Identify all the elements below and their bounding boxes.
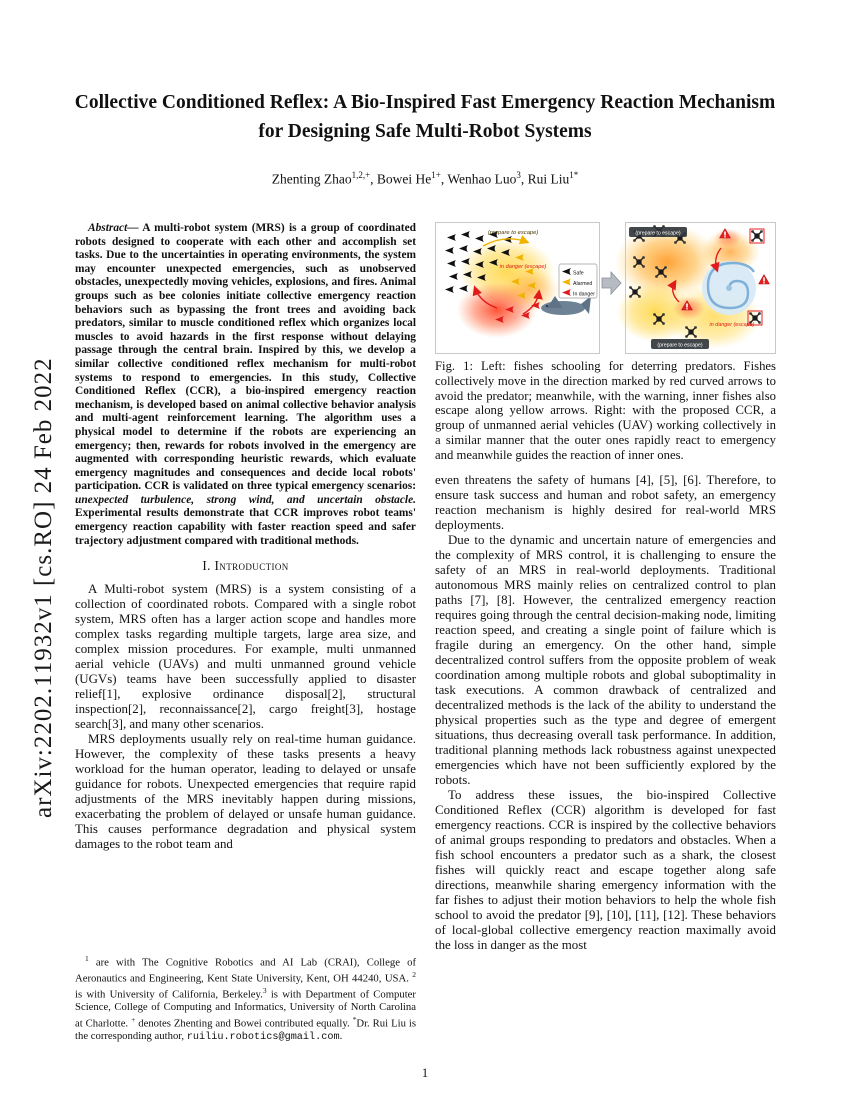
arxiv-watermark: arXiv:2202.11932v1 [cs.RO] 24 Feb 2022: [30, 357, 57, 818]
right-prepare-badge-bottom: [651, 339, 709, 349]
author-name: , Wenhao Luo: [440, 171, 517, 187]
abstract-scenarios: unexpected turbulence, strong wind, and uncertain obstacle.: [75, 493, 416, 506]
intro-paragraph-4: Due to the dynamic and uncertain nature of emergencies and the complexity of MRS control, it is challenging to ensure the safety of an MRS in real-world deployments. Traditional autonomous MRS mainly relies on centralized control to plan paths [7], [8]. However, the centralized emergency reaction requires going through the central decision-making node, limiting reaction speed, and creating a single point of failure which is fragile during an emergency. On the other hand, simple decentralized control suffers from the opposite problem of weak coordination among multiple robots and global suboptimality in task executions. A common drawback of centralized and decentralized methods is the lack of the ability to understand the physical properties such as the type and degree of emergent situations, thus decreasing overall task performance. In addition, traditional planning methods lack robustness against unexpected emergencies which have not been sufficiently explored by the robots.: [435, 532, 776, 787]
footnote-text: are with The Cognitive Robotics and AI Lab (CRAI), College of Aeronautics and Engineering, Kent State University, Kent, OH 44240, USA.: [75, 956, 416, 985]
author-name: Zhenting Zhao: [271, 171, 352, 187]
right-prepare-label: (prepare to escape): [657, 342, 703, 349]
footnote-text: denotes Zhenting and Bowei contributed equally.: [135, 1017, 353, 1030]
right-column: [435, 222, 776, 953]
author-footnote: [75, 953, 416, 1045]
intro-paragraph-1: A Multi-robot system (MRS) is a system consisting of a collection of coordinated robots. Compared with a single robot system, MRS often has a larger action scope and handles more complex tasks regarding multiple targets, large area size, and complex mission procedures. For example, multi unmanned aerial vehicle (UAVs) and multi unmanned ground vehicle (UGVs) teams have been successfully applied to disaster relief[1], explosive ordinance disposal[2], structural inspection[2], reconnaissance[2], cargo freight[3], hostage search[3], and many other scenarios.: [75, 582, 416, 732]
footnote-sup: 1: [85, 954, 89, 963]
paper-title: Collective Conditioned Reflex: A Bio-Inspired Fast Emergency Reaction Mechanism for Designing Safe Multi-Robot Systems: [74, 92, 776, 143]
footnote-text: .: [339, 1030, 343, 1043]
figure-1-caption: Fig. 1: Left: fishes schooling for deterring predators. Fishes collectively move in the direction marked by red curved arrows to avoid the predator; meanwhile, with the warning, inner fishes also escape along yellow arrows. Right: with the proposed CCR, a group of unmanned aerial vehicles (UAV) working collectively in a similar manner that the outer ones rapidly react to emergency and meanwhile guides the reaction of inner ones.: [435, 359, 776, 462]
right-danger-label: in danger (escape): [709, 322, 755, 328]
footnote-sup: 3: [262, 986, 267, 996]
legend-label-danger: In danger: [573, 291, 595, 298]
intro-paragraph-2: MRS deployments usually rely on real-time human guidance. However, the complexity of these tasks presents a heavy workload for the human operator, leading to delayed or unsafe guidance for robots. Unexpected emergencies that require rapid adjustments of the MRS inevitably happen during missions, exacerbating the problem of delayed or unsafe human guidance. This causes performance degradation and physical system damages to the robot team and: [75, 732, 416, 852]
left-column: [75, 222, 416, 852]
author-name: , Rui Liu: [520, 171, 570, 187]
author-name: , Bowei He: [370, 171, 432, 187]
left-danger-label: in danger (escape): [499, 264, 547, 270]
transition-arrow-icon: [602, 272, 621, 294]
left-prepare-label: (prepare to escape): [487, 230, 539, 236]
figure-1-image: [435, 222, 776, 354]
figure-1: [435, 222, 776, 354]
vortex-icon: [702, 261, 756, 315]
abstract-label: Abstract—: [88, 222, 139, 234]
footnote-text: is with University of California, Berkeley.: [75, 988, 263, 1001]
right-prepare-badge-top: [629, 227, 687, 237]
intro-paragraph-3: even threatens the safety of humans [4], [5], [6]. Therefore, to ensure task success and human and robot safety, an emergency reaction mechanism is highly desired for real-world MRS deployments.: [435, 472, 776, 532]
author-affiliation-sup: 1+: [431, 170, 441, 180]
abstract-text-1: A multi-robot system (MRS) is a group of coordinated robots designed to cooperate with each other and accomplish set tasks. Due to the uncertainties in operating environments, the system may encounter unexpected emergencies, such as unobserved obstacles, unexpectedly moving vehicles, explosions, and fires. Animal groups such as bee colonies initiate collective emergency reaction behaviors such as bypassing the front trees and avoiding back predators, similar to muscle conditioned reflex which organizes local muscles to avoid hazards in the first response without delaying passage through the central brain. Inspired by this, we develop a similar collective conditioned reflex mechanism for multi-robot systems to respond to emergencies. In this study, Collective Conditioned Reflex (CCR), a bio-inspired emergency reaction mechanism, is developed based on animal collective behavior analysis and multi-agent reinforcement learning. The algorithm uses a physical model to determine if the robots are experiencing an emergency; then, rewards for robots involved in the emergency are augmented with corresponding heuristic rewards, which evaluate emergency magnitudes and consequences and decide local robots' participation. CCR is validated on three typical emergency scenarios:: [75, 222, 416, 493]
footnote-text: is with Department of Computer Science, College of Computing and Informatics, University of North Carolina at Charlotte.: [75, 988, 416, 1030]
figure-legend: [559, 264, 597, 298]
fish-school-panel: [436, 223, 600, 354]
page-number: 1: [421, 1066, 429, 1080]
right-prepare-label: (prepare to escape): [635, 230, 681, 237]
abstract-text-2: Experimental results demonstrate that CCR improves robot teams' emergency reaction capability with faster reaction speed and safer trajectory adjustment compared with traditional methods.: [75, 507, 416, 547]
section-heading-introduction: I. Introduction: [202, 558, 289, 574]
authors-line: [0, 170, 850, 188]
legend-label-alarmed: Alarmed: [573, 281, 593, 287]
author-affiliation-sup: 1*: [569, 170, 579, 180]
uav-panel: [615, 223, 776, 354]
intro-paragraph-5: To address these issues, the bio-inspired Collective Conditioned Reflex (CCR) algorithm is developed for fast emergency reactions. CCR is inspired by the collective behaviors of animal groups responding to predators and obstacles. When a fish school encounters a predator such as a shark, the closest fishes will quickly react and escape together along safe directions, meanwhile sharing emergency information with the far fishes to adjust their motion behaviors to help the whole fish school to avoid the predator [9], [10], [11], [12]. These behaviors of local-global collective emergency reaction maximally avoid the loss in danger as the most: [435, 787, 776, 952]
footnote-sup: 2: [412, 970, 416, 980]
author-affiliation-sup: 3: [516, 170, 521, 180]
abstract: [75, 222, 416, 548]
corresponding-author-email: ruiliu.robotics@gmail.com: [186, 1032, 340, 1044]
footnote-sup: +: [131, 1015, 136, 1025]
author-affiliation-sup: 1,2,+: [351, 170, 371, 180]
danger-heat-blob: [457, 282, 537, 338]
legend-label-safe: Safe: [573, 270, 584, 277]
footnote-sup: *: [352, 1015, 357, 1025]
footnote-text: Dr. Rui Liu is the corresponding author,: [75, 1017, 416, 1043]
